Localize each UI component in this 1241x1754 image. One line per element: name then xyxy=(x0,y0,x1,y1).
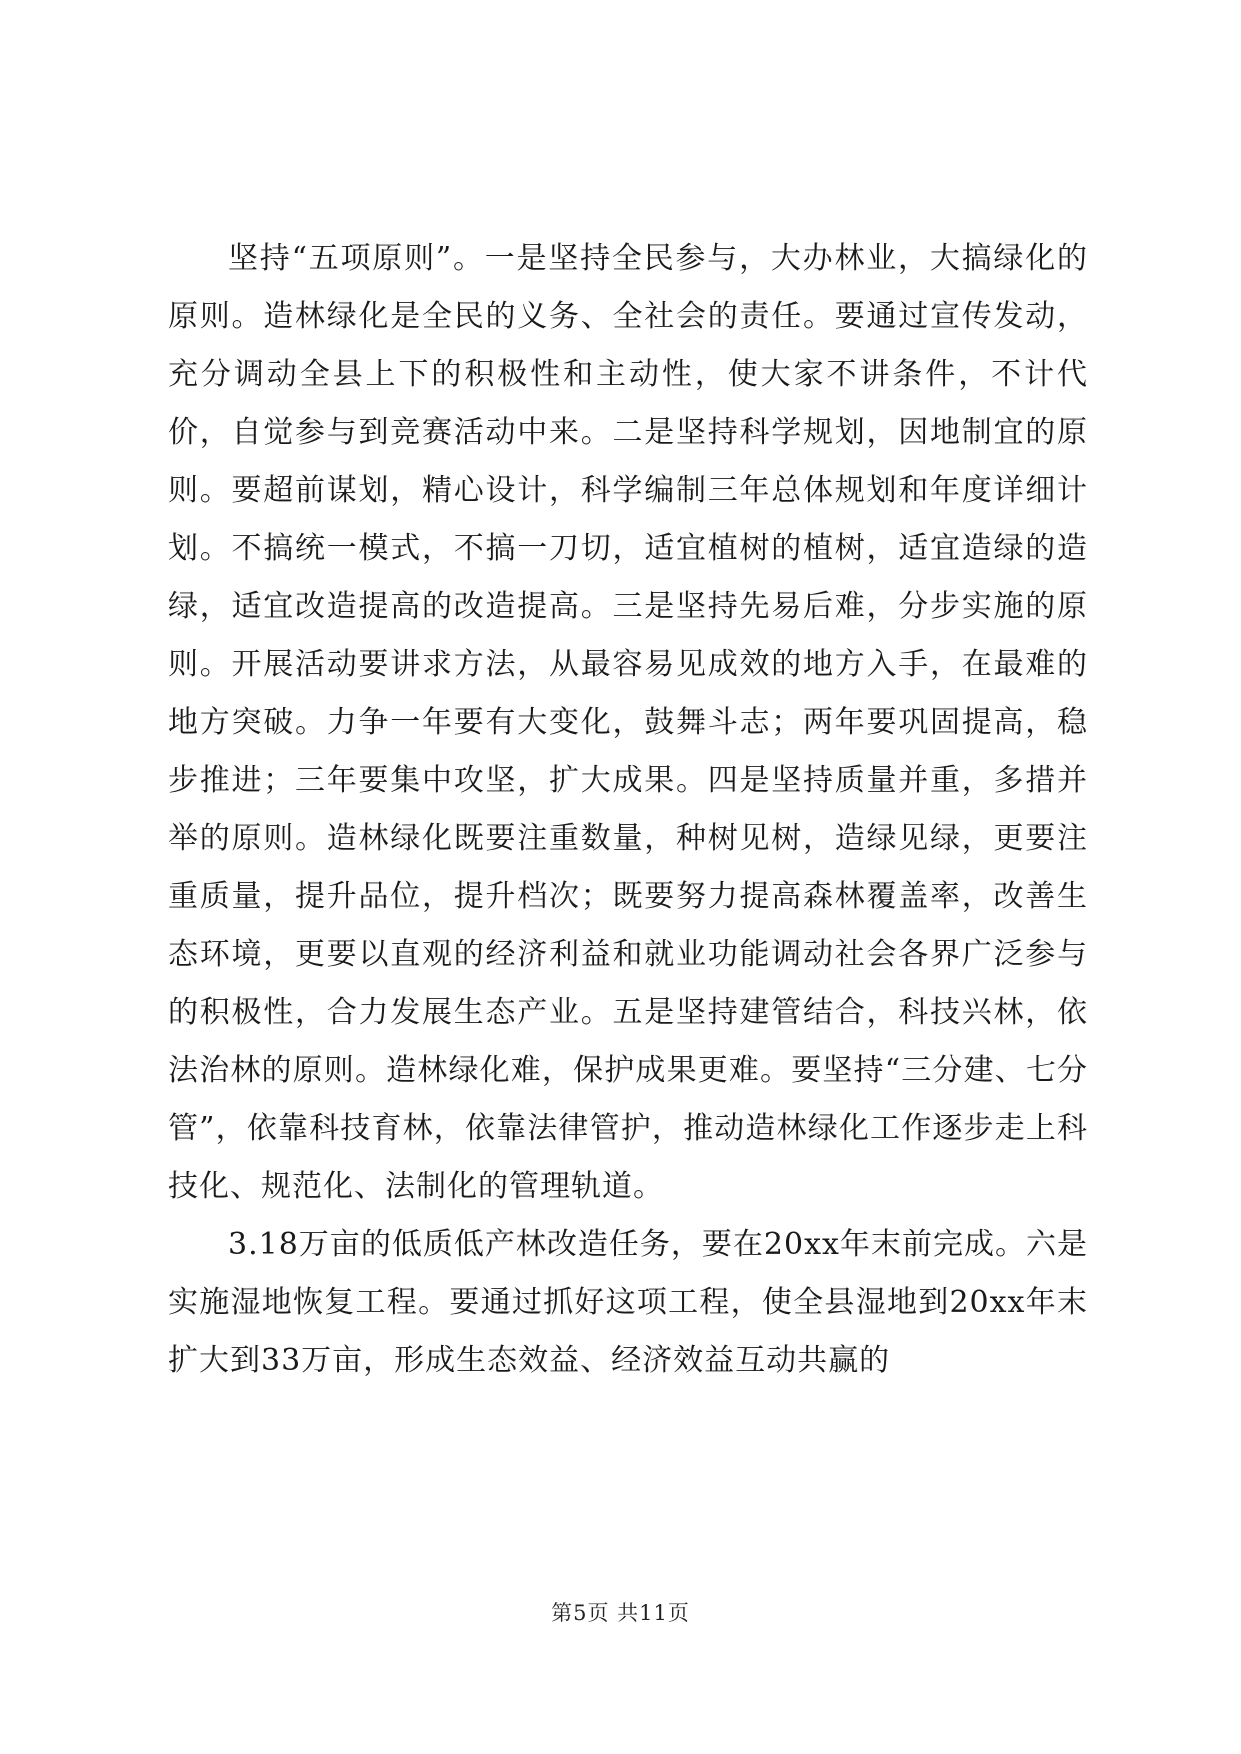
document-body xyxy=(168,230,1088,1390)
paragraph-five-principles: 坚持“五项原则”。一是坚持全民参与，大办林业，大搞绿化的原则。造林绿化是全民的义务、全社会的责任。要通过宣传发动，充分调动全县上下的积极性和主动性，使大家不讲条件，不计代价，自觉参与到竞赛活动中来。二是坚持科学规划，因地制宜的原则。要超前谋划，精心设计，科学编制三年总体规划和年度详细计划。不搞统一模式，不搞一刀切，适宜植树的植树，适宜造绿的造绿，适宜改造提高的改造提高。三是坚持先易后难，分步实施的原则。开展活动要讲求方法，从最容易见成效的地方入手，在最难的地方突破。力争一年要有大变化，鼓舞斗志；两年要巩固提高，稳步推进；三年要集中攻坚，扩大成果。四是坚持质量并重，多措并举的原则。造林绿化既要注重数量，种树见树，造绿见绿，更要注重质量，提升品位，提升档次；既要努力提高森林覆盖率，改善生态环境，更要以直观的经济利益和就业功能调动社会各界广泛参与的积极性，合力发展生态产业。五是坚持建管结合，科技兴林，依法治林的原则。造林绿化难，保护成果更难。要坚持“三分建、七分管”，依靠科技育林，依靠法律管护，推动造林绿化工作逐步走上科技化、规范化、法制化的管理轨道。 xyxy=(168,241,1088,1204)
paragraph-forest-improvement: 3.18万亩的低质低产林改造任务，要在20xx年末前完成。六是实施湿地恢复工程。要通过抓好这项工程，使全县湿地到20xx年末扩大到33万亩，形成生态效益、经济效益互动共赢的 xyxy=(168,1227,1088,1378)
page-number-footer: 第5页 共11页 xyxy=(551,1601,690,1625)
